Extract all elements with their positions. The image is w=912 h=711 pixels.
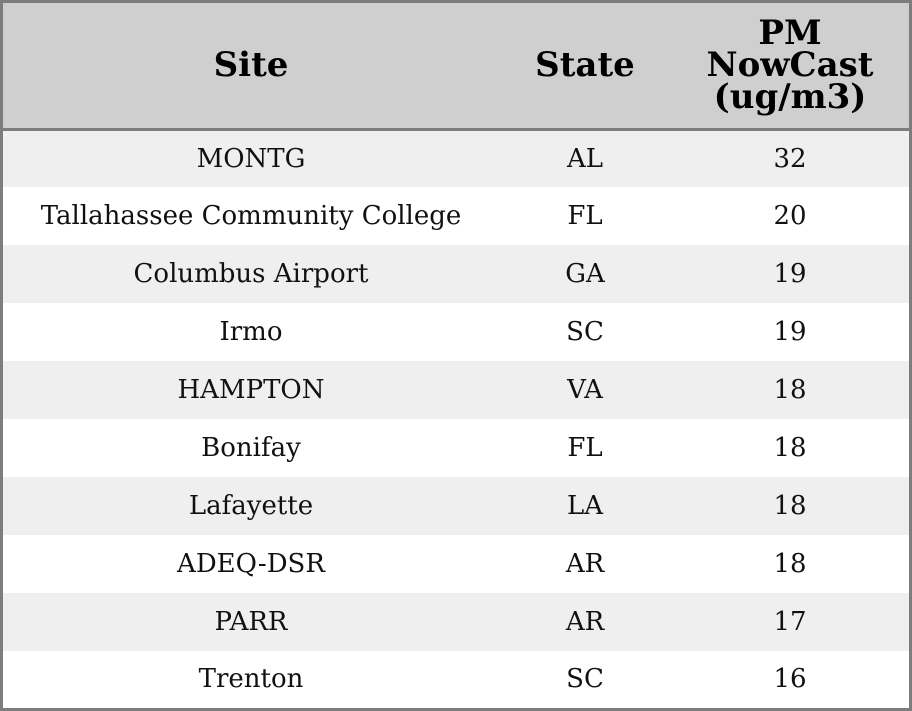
cell-state: SC [566, 663, 604, 694]
table-row [3, 651, 909, 706]
cell-site: Trenton [198, 663, 304, 694]
cell-site: HAMPTON [177, 375, 325, 405]
header-pm-line1: PM [758, 13, 822, 54]
cell-state: FL [567, 433, 603, 463]
cell-state: FL [567, 201, 603, 231]
table-row [3, 419, 909, 477]
cell-site: ADEQ-DSR [177, 549, 325, 579]
header-pm-nowcast [671, 3, 909, 129]
cell-pm: 18 [773, 549, 807, 579]
cell-state: AL [566, 143, 604, 174]
cell-site: Tallahassee Community College [40, 201, 462, 231]
header-row [3, 3, 909, 129]
cell-pm: 18 [773, 375, 807, 405]
table-row [3, 477, 909, 535]
cell-pm: 18 [773, 433, 807, 463]
table-row [3, 361, 909, 419]
cell-site: MONTG [196, 143, 306, 174]
cell-state: LA [566, 491, 604, 521]
data-table [3, 3, 909, 706]
header-pm-line3: (ug/m3) [713, 77, 867, 118]
cell-pm: 19 [773, 317, 807, 347]
cell-site: Bonifay [201, 433, 301, 463]
header-state: State [499, 3, 671, 129]
cell-site: Irmo [219, 317, 283, 347]
cell-pm: 18 [773, 491, 807, 521]
cell-site: Columbus Airport [133, 259, 369, 289]
cell-state: SC [566, 317, 604, 347]
header-site: Site [3, 3, 499, 129]
header-pm-line2: NowCast [706, 45, 874, 86]
table-body [3, 129, 909, 706]
cell-pm: 17 [773, 607, 807, 637]
cell-site: PARR [214, 607, 288, 637]
cell-pm: 32 [773, 143, 807, 174]
table-row [3, 187, 909, 245]
table-row [3, 593, 909, 651]
cell-pm: 16 [773, 663, 807, 694]
table-row [3, 245, 909, 303]
table-header [3, 3, 909, 129]
table-row [3, 535, 909, 593]
table-row [3, 303, 909, 361]
cell-state: GA [565, 259, 605, 289]
cell-pm: 19 [773, 259, 807, 289]
cell-state: AR [565, 607, 605, 637]
cell-state: VA [567, 375, 603, 405]
cell-state: AR [565, 549, 605, 579]
cell-site: Lafayette [188, 491, 314, 521]
table-row [3, 129, 909, 187]
cell-pm: 20 [773, 201, 807, 231]
